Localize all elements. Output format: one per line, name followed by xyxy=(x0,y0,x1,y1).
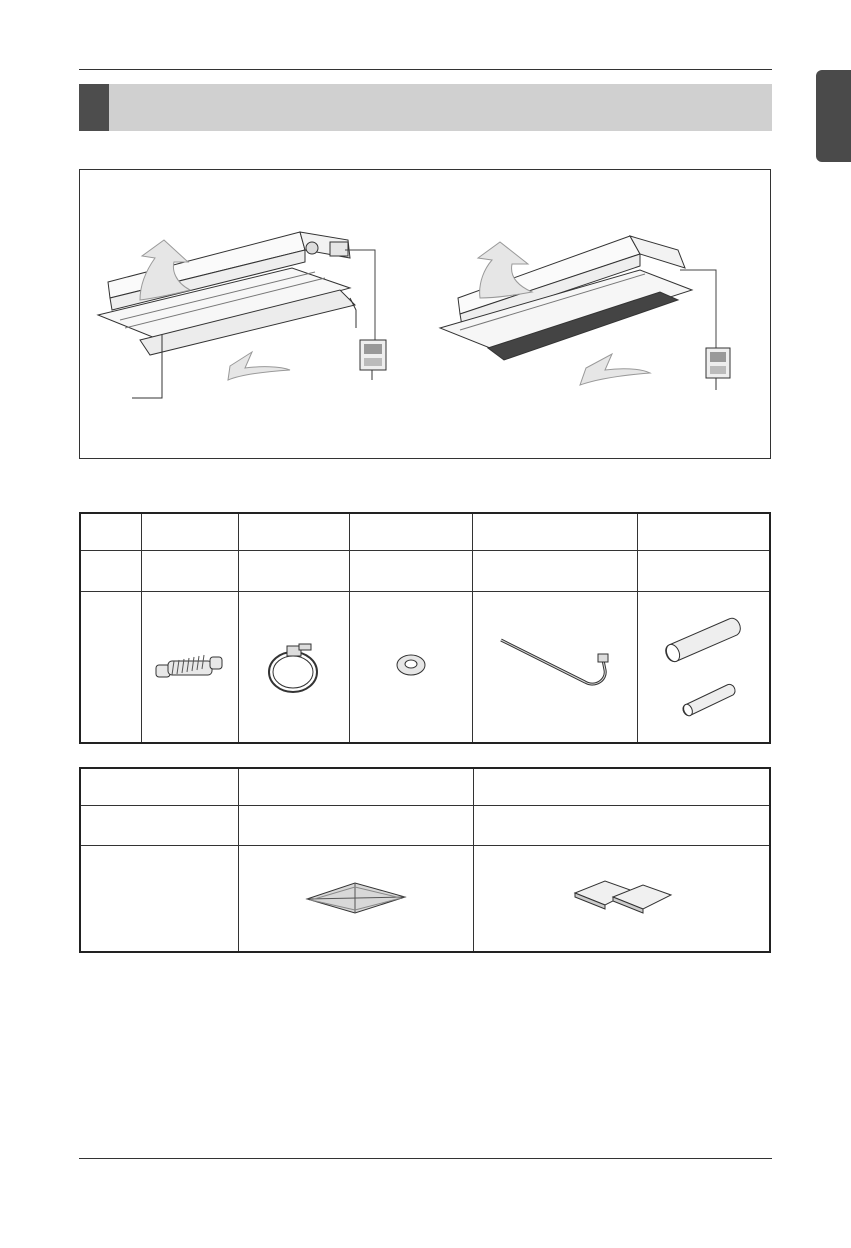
washer-icon xyxy=(391,650,431,680)
table1-drain-hose-cell xyxy=(142,591,239,743)
footer-rule xyxy=(79,1158,772,1159)
remote-controller-icon-right xyxy=(706,348,730,378)
table1-r1c2 xyxy=(142,513,239,550)
pads-icon xyxy=(567,875,677,919)
table1-washer-cell xyxy=(350,591,473,743)
table1-r2c5 xyxy=(473,550,638,591)
table2-r1c1 xyxy=(80,768,239,805)
cable-tie-icon xyxy=(495,630,615,700)
table1-r1c6 xyxy=(638,513,771,550)
section-marker xyxy=(79,84,109,131)
table1-r1c1 xyxy=(80,513,142,550)
air-in-arrow-icon-right xyxy=(580,354,650,385)
accessories-table-1 xyxy=(79,512,771,744)
table1-clamp-cell xyxy=(239,591,350,743)
header-rule xyxy=(79,69,772,70)
table2-cover-cell xyxy=(239,845,474,952)
clamp-icon xyxy=(259,630,329,700)
table1-cable-tie-cell xyxy=(473,591,638,743)
remote-controller-icon xyxy=(360,340,386,370)
table1-r2c6 xyxy=(638,550,771,591)
table1-r1c4 xyxy=(350,513,473,550)
table2-r1c2 xyxy=(239,768,474,805)
pyramid-cover-icon xyxy=(301,877,411,917)
accessories-table-2 xyxy=(79,767,771,953)
table1-r1c5 xyxy=(473,513,638,550)
flexible-hose-icon xyxy=(150,645,230,685)
table2-r3c1 xyxy=(80,845,239,952)
table1-r2c1 xyxy=(80,550,142,591)
table1-r1c3 xyxy=(239,513,350,550)
unit-illustrations xyxy=(80,170,770,458)
section-title-bar xyxy=(79,84,772,131)
table2-r1c3 xyxy=(474,768,771,805)
air-in-arrow-icon xyxy=(228,352,290,380)
table1-r2c4 xyxy=(350,550,473,591)
table1-r3c1 xyxy=(80,591,142,743)
table2-r2c2 xyxy=(239,805,474,845)
table1-r2c3 xyxy=(239,550,350,591)
table2-r2c1 xyxy=(80,805,239,845)
table1-insulation-cell xyxy=(638,591,771,743)
language-tab[interactable] xyxy=(816,70,851,162)
air-out-arrow-icon-right xyxy=(478,242,532,298)
table2-pads-cell xyxy=(474,845,771,952)
table1-r2c2 xyxy=(142,550,239,591)
insulation-tube-icon xyxy=(649,605,759,725)
left-cassette-unit xyxy=(98,232,375,355)
unit-illustration-box xyxy=(79,169,771,459)
table2-r2c3 xyxy=(474,805,771,845)
